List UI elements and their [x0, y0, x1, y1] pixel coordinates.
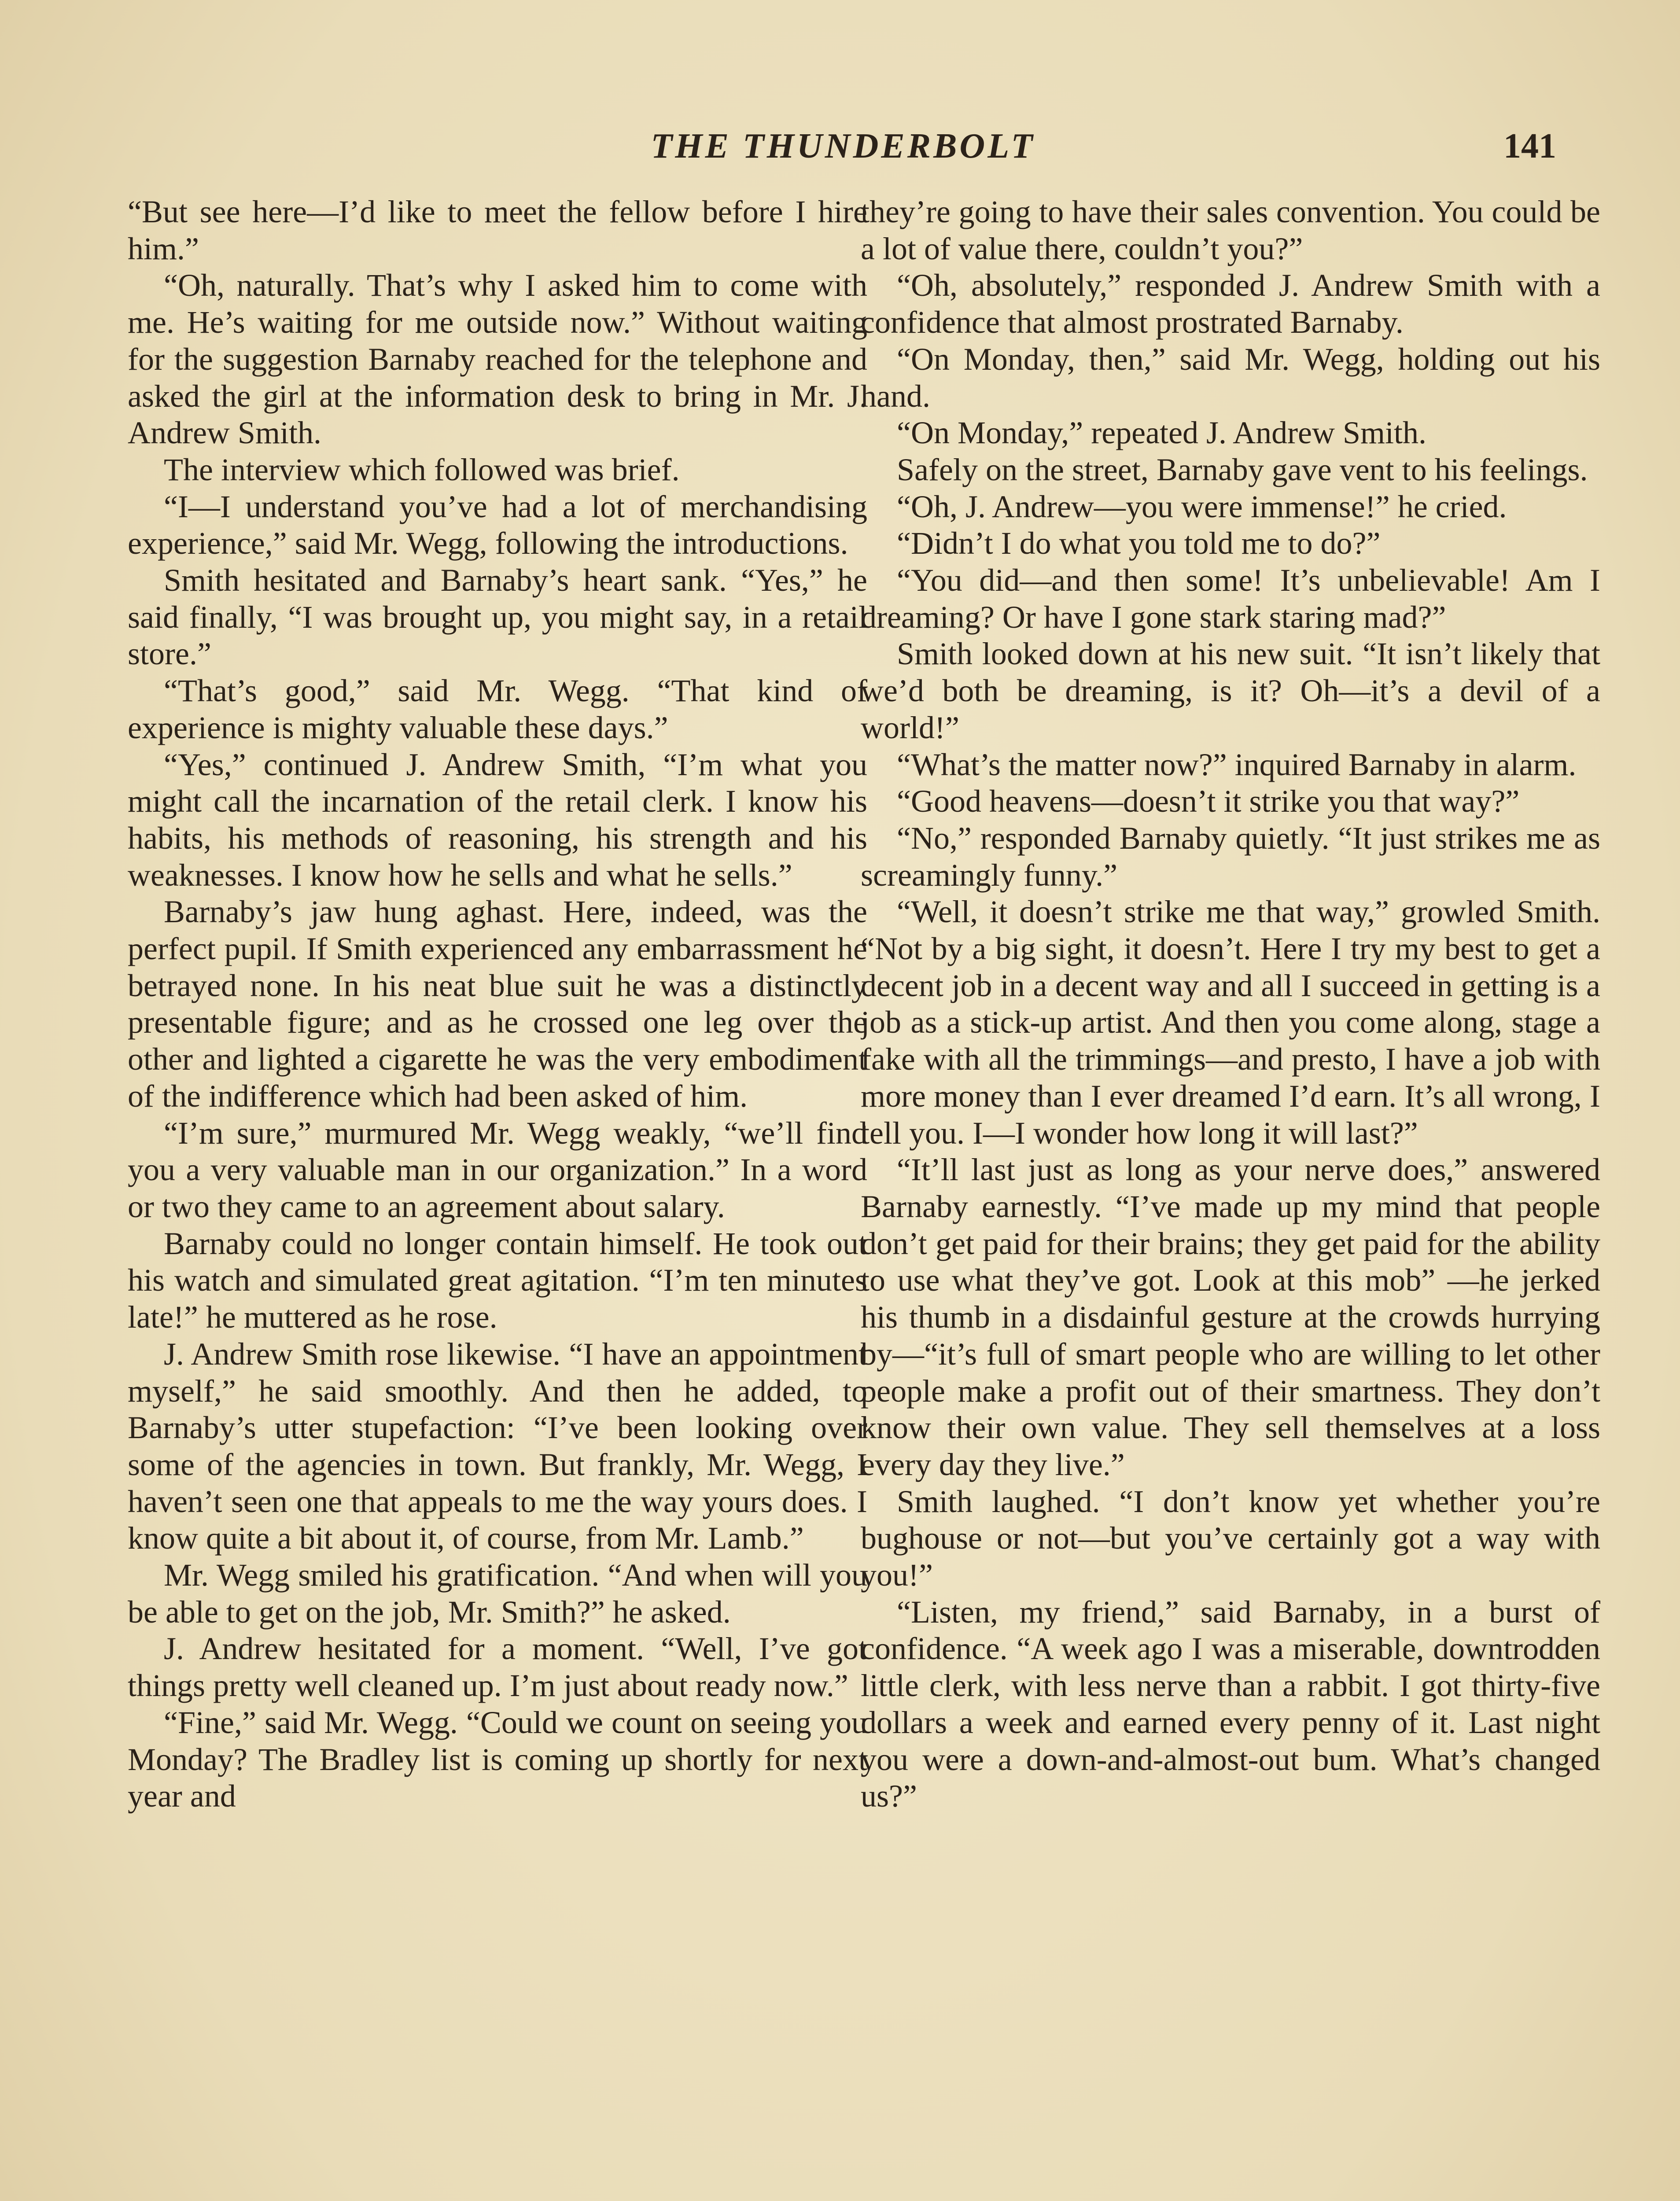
paragraph: J. Andrew hesitated for a moment. “Well, I’ve got things pretty well cleaned up. I’m just about ready now.” — [128, 1631, 867, 1704]
running-title: THE THUNDERBOLT — [651, 127, 1035, 166]
paragraph: Barnaby’s jaw hung aghast. Here, indeed, was the perfect pupil. If Smith experienced any embarrassment he betrayed none. In his neat blue suit he was a distinctly presentable figure; and as he crossed one leg over the other and lighted a cigarette he was the very embodiment of the indifference which had been asked of him. — [128, 894, 867, 1114]
paragraph: “What’s the matter now?” inquired Barnaby in alarm. — [897, 747, 1577, 782]
paragraph: “Oh, absolutely,” responded J. Andrew Smith with a confidence that almost prostrated Barnaby. — [861, 268, 1600, 340]
paragraph: Smith looked down at his new suit. “It isn’t likely that we’d both be dreaming, is it? Oh—it’s a devil of a world!” — [861, 636, 1600, 745]
paragraph: “But see here—I’d like to meet the fellow before I hire him.” — [128, 194, 867, 266]
paragraph: “No,” responded Barnaby quietly. “It just strikes me as screamingly funny.” — [861, 820, 1600, 893]
paragraph: Barnaby could no longer contain himself. He took out his watch and simulated great agitation. “I’m ten minutes late!” he muttered as he rose. — [128, 1226, 867, 1335]
paragraph: J. Andrew Smith rose likewise. “I have an appointment myself,” he said smoothly. And then he added, to Barnaby’s utter stupefaction: “I’ve been looking over some of the agencies in town. But frankly, Mr. Wegg, I haven’t seen one that appeals to me the way yours does. I know quite a bit about it, of course, from Mr. Lamb.” — [128, 1336, 867, 1556]
paragraph: “Listen, my friend,” said Barnaby, in a burst of confidence. “A week ago I was a miserable, downtrodden little clerk, with less nerve than a rabbit. I got thirty-five dollars a week and earned every penny of it. Last night you were a down-and-almost-out bum. What’s changed us?” — [861, 1594, 1600, 1814]
paragraph: “It’ll last just as long as your nerve does,” answered Barnaby earnestly. “I’ve made up my mind that people don’t get paid for their brains; they get paid for the ability to use what they’ve got. Look at this mob” —he jerked his thumb in a disdainful gesture at the crowds hurrying by—“it’s full of smart people who are willing to let other people make a profit out of their smartness. They don’t know their own value. They sell themselves at a loss every day they live.” — [861, 1152, 1600, 1482]
paragraph: Smith hesitated and Barnaby’s heart sank. “Yes,” he said finally, “I was brought up, you might say, in a retail store.” — [128, 563, 867, 672]
paragraph: “I—I understand you’ve had a lot of merchandising experience,” said Mr. Wegg, following the introductions. — [128, 489, 867, 561]
paragraph: they’re going to have their sales convention. You could be a lot of value there, couldn’t you?” — [861, 194, 1600, 266]
paragraph: “I’m sure,” murmured Mr. Wegg weakly, “we’ll find you a very valuable man in our organization.” In a word or two they came to an agreement about salary. — [128, 1115, 867, 1224]
paragraph: “Didn’t I do what you told me to do?” — [897, 526, 1381, 561]
paragraph: “Oh, naturally. That’s why I asked him to come with me. He’s waiting for me outside now.” Without waiting for the suggestion Barnaby reached for the telephone and asked the girl at the information desk to bring in Mr. J. Andrew Smith. — [128, 268, 867, 451]
paragraph: Smith laughed. “I don’t know yet whether you’re bughouse or not—but you’ve certainly got a way with you!” — [861, 1483, 1600, 1593]
paragraph: “Oh, J. Andrew—you were immense!” he cried. — [897, 489, 1507, 524]
paragraph: “That’s good,” said Mr. Wegg. “That kind of experience is mighty valuable these days.” — [128, 673, 867, 745]
paragraph: “Fine,” said Mr. Wegg. “Could we count on seeing you Monday? The Bradley list is coming up shortly for next year and — [128, 1704, 867, 1814]
paragraph: “Well, it doesn’t strike me that way,” growled Smith. “Not by a big sight, it doesn’t. Here I try my best to get a decent job in a decent way and all I succeed in getting is a job as a stick-up artist. And then you come along, stage a fake with all the trimmings—and presto, I have a job with more money than I ever dreamed I’d earn. It’s all wrong, I tell you. I—I wonder how long it will last?” — [861, 894, 1600, 1151]
paragraph: “On Monday,” repeated J. Andrew Smith. — [897, 415, 1427, 451]
paragraph: Mr. Wegg smiled his gratification. “And when will you be able to get on the job, Mr. Smith?” he asked. — [128, 1557, 867, 1630]
left-column — [128, 194, 867, 2201]
page-number: 141 — [1503, 127, 1556, 166]
page-header — [130, 115, 1556, 177]
right-column — [861, 194, 1600, 2201]
paragraph: “Yes,” continued J. Andrew Smith, “I’m what you might call the incarnation of the retail clerk. I know his habits, his methods of reasoning, his strength and his weaknesses. I know how he sells and what he sells.” — [128, 747, 867, 893]
paragraph: “You did—and then some! It’s unbelievable! Am I dreaming? Or have I gone stark staring mad?” — [861, 563, 1600, 635]
paragraph: “Good heavens—doesn’t it strike you that way?” — [897, 784, 1520, 819]
paragraph: “On Monday, then,” said Mr. Wegg, holding out his hand. — [861, 341, 1600, 414]
paragraph: Safely on the street, Barnaby gave vent to his feelings. — [897, 452, 1588, 487]
paragraph: The interview which followed was brief. — [164, 452, 680, 487]
